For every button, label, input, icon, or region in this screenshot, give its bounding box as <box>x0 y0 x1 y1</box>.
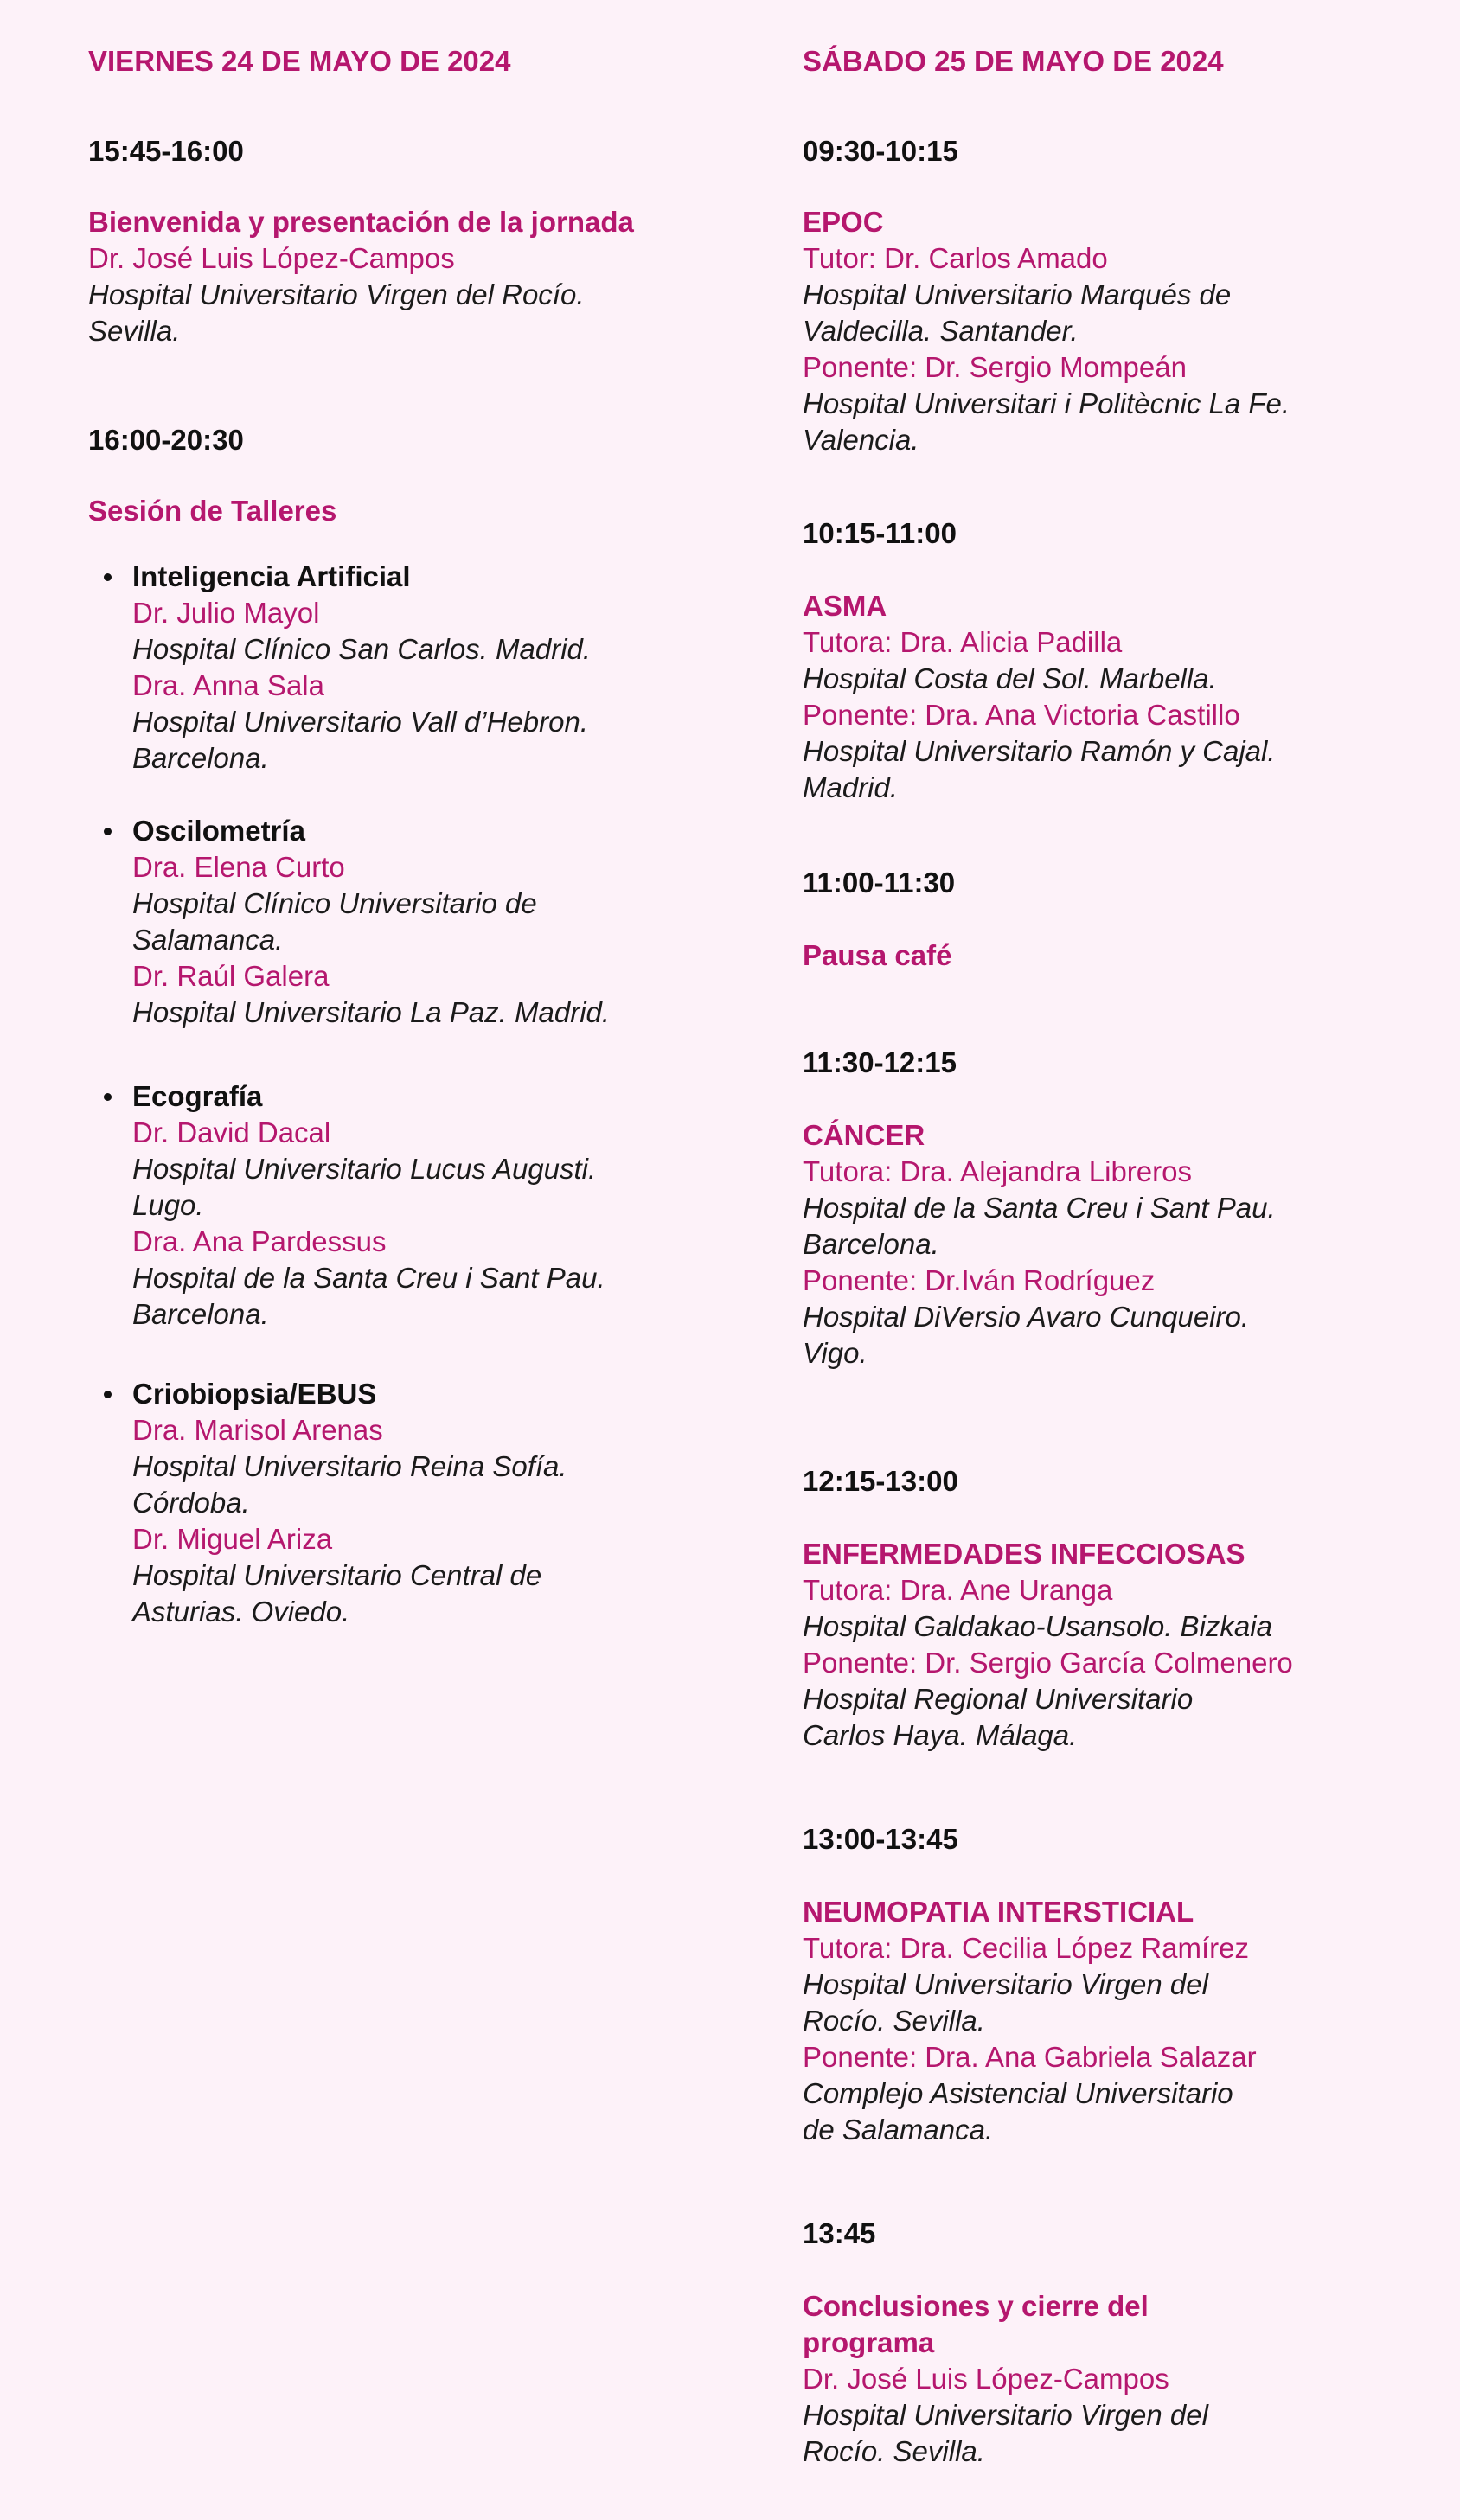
session-title: EPOC <box>803 206 884 238</box>
tutor-name: Tutor: Dr. Carlos Amado <box>803 242 1108 274</box>
affiliation-line: Hospital Universitario Marqués de <box>803 278 1232 310</box>
speaker-name: Ponente: Dr.Iván Rodríguez <box>803 1264 1156 1296</box>
affiliation-line: Barcelona. <box>132 742 269 774</box>
session-title: ENFERMEDADES INFECCIOSAS <box>803 1538 1245 1570</box>
affiliation-line: Hospital Universitario Lucus Augusti. <box>132 1153 597 1185</box>
speaker-name: Dr. Raúl Galera <box>132 960 330 992</box>
time-slot: 15:45-16:00 <box>88 135 244 167</box>
affiliation-line: Hospital Universitario Virgen del <box>803 2399 1208 2431</box>
speaker-name: Ponente: Dr. Sergio Mompeán <box>803 351 1187 383</box>
affiliation-line: Córdoba. <box>132 1487 250 1519</box>
affiliation-line: Hospital Regional Universitario <box>803 1683 1194 1715</box>
affiliation-line: Hospital Universitario Vall d’Hebron. <box>132 706 589 738</box>
bullet-icon <box>104 573 112 581</box>
tutor-name: Tutora: Dra. Alicia Padilla <box>803 626 1123 658</box>
affiliation-line: Asturias. Oviedo. <box>132 1596 350 1628</box>
bullet-icon <box>104 1093 112 1101</box>
speaker-name: Dra. Anna Sala <box>132 669 324 701</box>
workshop-item <box>88 813 746 1031</box>
affiliation-line: Salamanca. <box>132 924 284 956</box>
workshop-name: Oscilometría <box>132 815 305 847</box>
affiliation-line: Valdecilla. Santander. <box>803 315 1079 347</box>
session-title: Conclusiones y cierre del <box>803 2290 1149 2322</box>
affiliation-line: Hospital Universitario Virgen del Rocío. <box>88 278 585 310</box>
session-closing <box>803 2288 1443 2470</box>
affiliation-line: Hospital de la Santa Creu i Sant Pau. <box>803 1192 1276 1224</box>
workshop-name: Ecografía <box>132 1080 263 1112</box>
time-slot: 09:30-10:15 <box>803 135 958 167</box>
speaker-name: Dra. Marisol Arenas <box>132 1414 383 1446</box>
saturday-heading: SÁBADO 25 DE MAYO DE 2024 <box>803 45 1224 77</box>
affiliation-line: Hospital Clínico San Carlos. Madrid. <box>132 633 592 665</box>
speaker-name: Dr. David Dacal <box>132 1116 331 1148</box>
affiliation-line: Carlos Haya. Málaga. <box>803 1719 1078 1751</box>
session-title: programa <box>803 2326 935 2358</box>
workshops-session <box>88 493 728 529</box>
speaker-name: Dr. José Luis López-Campos <box>88 242 455 274</box>
affiliation-line: Complejo Asistencial Universitario <box>803 2077 1233 2109</box>
affiliation-line: Madrid. <box>803 771 899 803</box>
workshop-item <box>88 559 746 777</box>
session-title: Pausa café <box>803 939 952 971</box>
time-slot: 12:15-13:00 <box>803 1465 958 1497</box>
affiliation-line: Lugo. <box>132 1189 204 1221</box>
session-title: Bienvenida y presentación de la jornada <box>88 206 634 238</box>
welcome-session <box>88 204 728 349</box>
bullet-icon <box>104 828 112 835</box>
session-title: CÁNCER <box>803 1119 925 1151</box>
time-slot: 16:00-20:30 <box>88 424 244 456</box>
speaker-name: Dr. Miguel Ariza <box>132 1523 333 1555</box>
affiliation-line: Hospital Universitari i Politècnic La Fe. <box>803 387 1290 419</box>
speaker-name: Dra. Ana Pardessus <box>132 1225 387 1257</box>
session-break <box>803 937 1443 974</box>
affiliation-line: Hospital de la Santa Creu i Sant Pau. <box>132 1262 605 1294</box>
time-slot: 11:00-11:30 <box>803 867 956 899</box>
workshop-item <box>88 1078 746 1333</box>
session-asma <box>803 588 1443 806</box>
speaker-name: Ponente: Dra. Ana Gabriela Salazar <box>803 2041 1257 2073</box>
time-slot: 13:45 <box>803 2217 876 2249</box>
tutor-name: Tutora: Dra. Ane Uranga <box>803 1574 1113 1606</box>
speaker-name: Ponente: Dr. Sergio García Colmenero <box>803 1647 1293 1679</box>
affiliation-line: Hospital Universitario Central de <box>132 1559 542 1591</box>
time-slot: 10:15-11:00 <box>803 517 957 549</box>
workshop-item <box>88 1376 746 1630</box>
affiliation-line: Barcelona. <box>803 1228 939 1260</box>
affiliation-line: Hospital Universitario Ramón y Cajal. <box>803 735 1276 767</box>
affiliation-line: Hospital Galdakao-Usansolo. Bizkaia <box>803 1610 1272 1642</box>
friday-heading: VIERNES 24 DE MAYO DE 2024 <box>88 45 511 77</box>
affiliation-line: Vigo. <box>803 1337 868 1369</box>
bullet-icon <box>104 1391 112 1398</box>
speaker-name: Ponente: Dra. Ana Victoria Castillo <box>803 699 1240 731</box>
session-title: NEUMOPATIA INTERSTICIAL <box>803 1896 1194 1928</box>
session-epoc <box>803 204 1443 458</box>
affiliation-line: Barcelona. <box>132 1298 269 1330</box>
speaker-name: Dra. Elena Curto <box>132 851 345 883</box>
session-title: Sesión de Talleres <box>88 495 337 527</box>
workshop-name: Inteligencia Artificial <box>132 560 411 592</box>
affiliation-line: Hospital DiVersio Avaro Cunqueiro. <box>803 1301 1250 1333</box>
session-title: ASMA <box>803 590 887 622</box>
affiliation-line: Hospital Universitario Reina Sofía. <box>132 1450 567 1482</box>
time-slot: 11:30-12:15 <box>803 1046 957 1078</box>
time-slot: 13:00-13:45 <box>803 1823 958 1855</box>
session-cancer <box>803 1117 1443 1372</box>
session-neumopatia <box>803 1894 1443 2148</box>
tutor-name: Tutora: Dra. Cecilia López Ramírez <box>803 1932 1249 1964</box>
affiliation-line: Hospital Clínico Universitario de <box>132 887 537 919</box>
affiliation-line: Hospital Universitario Virgen del <box>803 1968 1208 2000</box>
session-infecciosas <box>803 1536 1443 1754</box>
tutor-name: Tutora: Dra. Alejandra Libreros <box>803 1155 1192 1187</box>
workshop-name: Criobiopsia/EBUS <box>132 1378 377 1410</box>
affiliation-line: de Salamanca. <box>803 2114 994 2146</box>
affiliation-line: Sevilla. <box>88 315 181 347</box>
affiliation-line: Rocío. Sevilla. <box>803 2435 985 2467</box>
affiliation-line: Rocío. Sevilla. <box>803 2005 985 2037</box>
speaker-name: Dr. José Luis López-Campos <box>803 2363 1169 2395</box>
affiliation-line: Hospital Costa del Sol. Marbella. <box>803 662 1217 694</box>
speaker-name: Dr. Julio Mayol <box>132 597 320 629</box>
affiliation-line: Valencia. <box>803 424 919 456</box>
affiliation-line: Hospital Universitario La Paz. Madrid. <box>132 996 611 1028</box>
